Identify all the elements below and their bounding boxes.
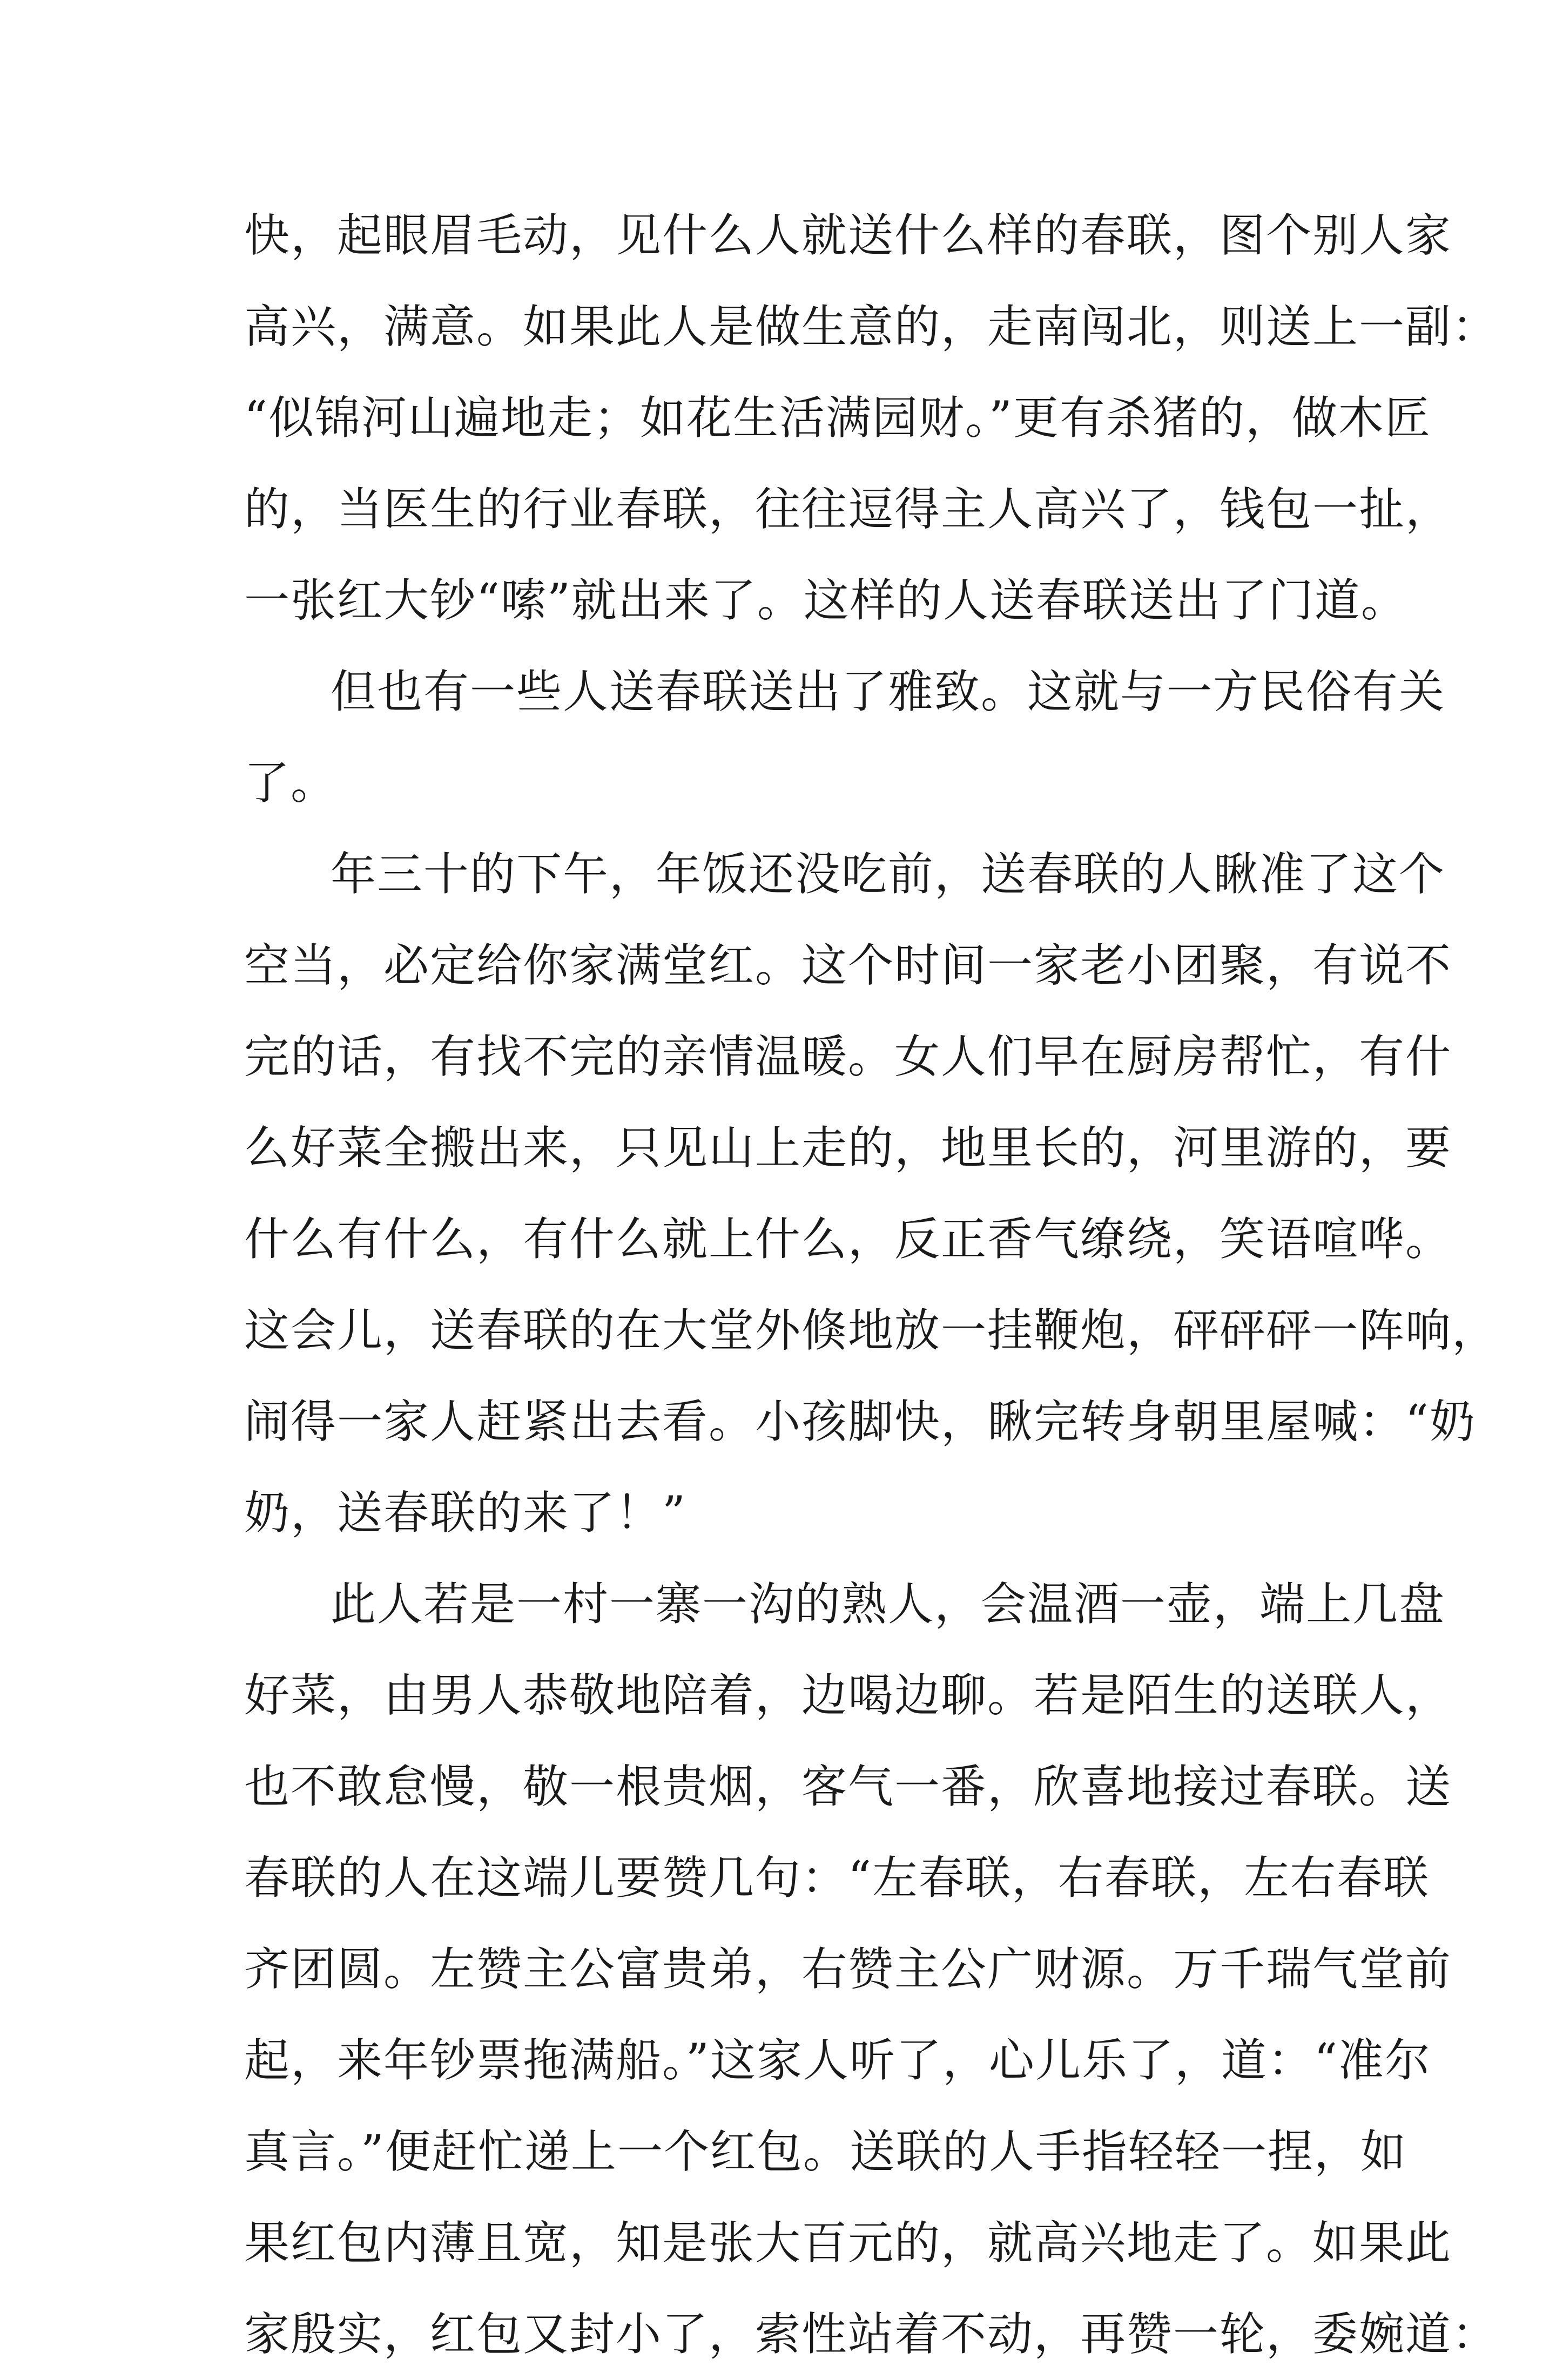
text-line: 空当，必定给你家满堂红。这个时间一家老小团聚，有说不 [244, 939, 1452, 992]
text-line: 的，当医生的行业春联，往往逗得主人高兴了，钱包一扯， [244, 483, 1452, 536]
body-text [244, 190, 1499, 2380]
text-line: 高兴，满意。如果此人是做生意的，走南闯北，则送上一副： [244, 300, 1499, 353]
paragraph-first-line: 但也有一些人送春联送出了雅致。这就与一方民俗有关 [331, 665, 1446, 718]
text-line: 春联的人在这端儿要赞几句：“左春联，右春联，左右春联 [244, 1851, 1430, 1904]
text-line: 果红包内薄且宽，知是张大百元的，就高兴地走了。如果此 [244, 2216, 1452, 2269]
text-line: 闹得一家人赶紧出去看。小孩脚快，瞅完转身朝里屋喊：“奶 [244, 1395, 1476, 1448]
paragraph-first-line: 年三十的下午，年饭还没吃前，送春联的人瞅准了这个 [331, 848, 1446, 901]
text-line: 家殷实，红包又封小了，索性站着不动，再赞一轮，委婉道： [244, 2308, 1499, 2361]
paragraph-first-line: 此人若是一村一寨一沟的熟人，会温酒一壶，端上几盘 [331, 1578, 1446, 1631]
text-line: 一张红大钞“嗦”就出来了。这样的人送春联送出了门道。 [244, 574, 1407, 627]
text-line: 好菜，由男人恭敬地陪着，边喝边聊。若是陌生的送联人， [244, 1669, 1452, 1722]
paragraph-last-line: 了。 [244, 756, 338, 809]
text-line: 什么有什么，有什么就上什么，反正香气缭绕，笑语喧哗。 [244, 1213, 1452, 1266]
text-line: 完的话，有找不完的亲情温暖。女人们早在厨房帮忙，有什 [244, 1030, 1452, 1083]
text-line: 起，来年钞票拖满船。”这家人听了，心儿乐了，道：“准尔 [244, 2034, 1431, 2087]
text-line: 也不敢怠慢，敬一根贵烟，客气一番，欣喜地接过春联。送 [244, 1760, 1452, 1813]
text-line: 快，起眼眉毛动，见什么人就送什么样的春联，图个别人家 [244, 209, 1452, 262]
text-line: 么好菜全搬出来，只见山上走的，地里长的，河里游的，要 [244, 1121, 1452, 1174]
text-line: 真言。”便赶忙递上一个红包。送联的人手指轻轻一捏，如 [244, 2125, 1407, 2178]
text-line: 这会儿，送春联的在大堂外倏地放一挂鞭炮，砰砰砰一阵响， [244, 1304, 1499, 1357]
text-line: “似锦河山遍地走；如花生活满园财。”更有杀猪的，做木匠 [244, 391, 1431, 444]
text-line: 齐团圆。左赞主公富贵弟，右赞主公广财源。万千瑞气堂前 [244, 1943, 1452, 1996]
paragraph-last-line: 奶，送春联的来了！” [244, 1486, 686, 1539]
